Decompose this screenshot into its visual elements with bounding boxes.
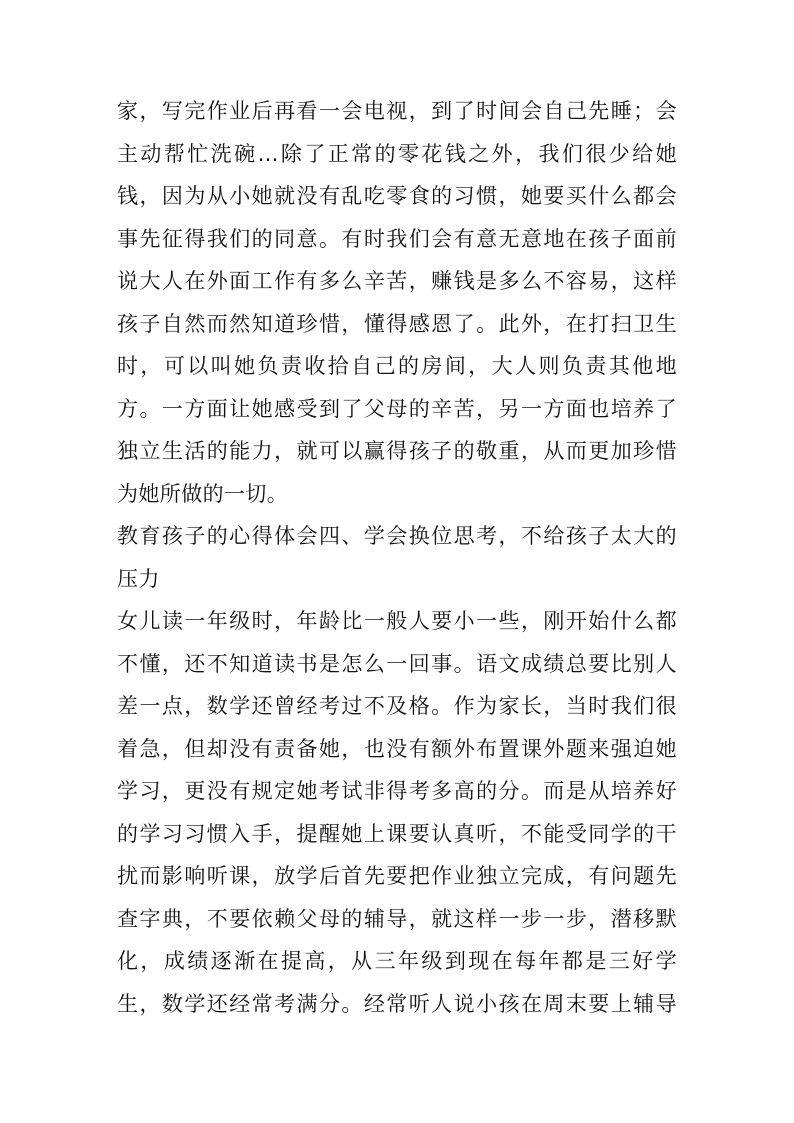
text-line: 化，成绩逐渐在提高，从三年级到现在每年都是三好学 xyxy=(117,949,677,973)
text-line: 着急，但却没有责备她，也没有额外布置课外题来强迫她 xyxy=(117,736,677,761)
text-line: 的学习习惯入手，提醒她上课要认真听，不能受同学的干 xyxy=(117,821,677,846)
body-text xyxy=(117,90,677,1025)
text-line: 说大人在外面工作有多么辛苦，赚钱是多么不容易，这样 xyxy=(117,269,677,293)
section-heading: 教育孩子的心得体会四、学会换位思考，不给孩子太大的 xyxy=(117,524,677,548)
text-line: 钱，因为从小她就没有乱吃零食的习惯，她要买什么都会 xyxy=(117,184,677,208)
text-line: 不懂，还不知道读书是怎么一回事。语文成绩总要比别人 xyxy=(117,651,677,676)
text-line: 为她所做的一切。 xyxy=(117,481,289,506)
text-line: 生，数学还经常考满分。经常听人说小孩在周末要上辅导 xyxy=(117,991,677,1016)
text-line: 扰而影响听课，放学后首先要把作业独立完成，有问题先 xyxy=(117,864,677,888)
text-line: 主动帮忙洗碗…除了正常的零花钱之外，我们很少给她 xyxy=(117,141,677,166)
text-line: 事先征得我们的同意。有时我们会有意无意地在孩子面前 xyxy=(117,226,677,251)
text-line: 女儿读一年级时，年龄比一般人要小一些，刚开始什么都 xyxy=(117,609,677,633)
text-line: 学习，更没有规定她考试非得考多高的分。而是从培养好 xyxy=(117,779,677,803)
text-line: 孩子自然而然知道珍惜，懂得感恩了。此外，在打扫卫生 xyxy=(117,311,677,336)
text-line: 独立生活的能力，就可以赢得孩子的敬重，从而更加珍惜 xyxy=(117,439,677,463)
text-line: 方。一方面让她感受到了父母的辛苦，另一方面也培养了 xyxy=(117,396,677,421)
text-line: 家，写完作业后再看一会电视，到了时间会自己先睡；会 xyxy=(117,99,677,123)
section-heading: 压力 xyxy=(117,566,160,591)
text-line: 时，可以叫她负责收拾自己的房间，大人则负责其他地 xyxy=(117,354,677,378)
text-line: 差一点，数学还曾经考过不及格。作为家长，当时我们很 xyxy=(117,694,677,718)
text-line: 查字典，不要依赖父母的辅导，就这样一步一步，潜移默 xyxy=(117,906,677,931)
